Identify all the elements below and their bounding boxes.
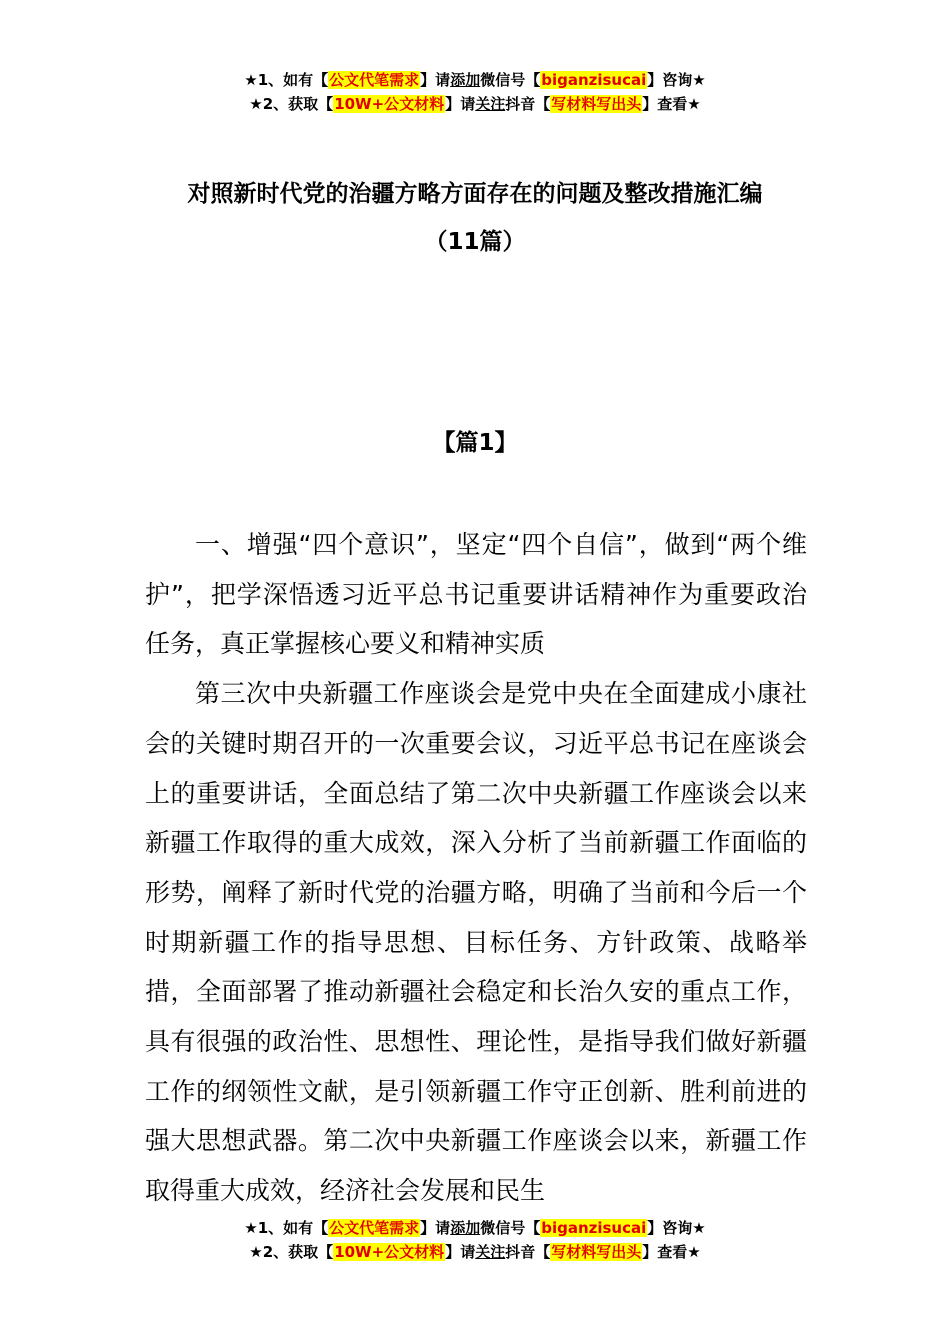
document-title — [0, 170, 950, 266]
banner-text: 抖音【 — [505, 95, 551, 113]
highlight-service: 公文代笔需求 — [329, 71, 420, 89]
banner-text: 】请 — [420, 1219, 451, 1237]
title-line-1: 对照新时代党的治疆方略方面存在的问题及整改措施汇编 — [187, 181, 763, 207]
footer-banner — [0, 1216, 950, 1264]
highlight-wechat-id: biganzisucai — [541, 1219, 647, 1237]
banner-text: 抖音【 — [505, 1243, 551, 1261]
banner-text: 】请 — [445, 95, 476, 113]
paragraph-heading: 一、增强“四个意识”，坚定“四个自信”，做到“两个维护”，把学深悟透习近平总书记重要讲话精神作为重要政治任务，真正掌握核心要义和精神实质 — [145, 530, 807, 659]
banner-underlined-text: 添加 — [450, 71, 481, 89]
banner-text: ★2、获取【 — [249, 95, 334, 113]
highlight-materials: 10W+公文材料 — [334, 95, 445, 113]
highlight-wechat-id: biganzisucai — [541, 71, 647, 89]
highlight-douyin-account: 写材料写出头 — [551, 95, 642, 113]
banner-text: 】查看★ — [642, 95, 701, 113]
banner-text: 】请 — [420, 71, 451, 89]
banner-underlined-text: 关注 — [475, 1243, 506, 1261]
banner-text: 】查看★ — [642, 1243, 701, 1261]
banner-text: 微信号【 — [480, 1219, 541, 1237]
banner-line-2 — [0, 92, 950, 116]
banner-text: 】咨询★ — [647, 71, 706, 89]
section-heading: 【篇1】 — [432, 430, 518, 456]
banner-text: 】请 — [445, 1243, 476, 1261]
paragraph: 第三次中央新疆工作座谈会是党中央在全面建成小康社会的关键时期召开的一次重要会议，习近平总书记在座谈会上的重要讲话，全面总结了第二次中央新疆工作座谈会以来新疆工作取得的重大成效，深入分析了当前新疆工作面临的形势，阐释了新时代党的治疆方略，明确了当前和今后一个时期新疆工作的指导思想、目标任务、方针政策、战略举措，全面部署了推动新疆社会稳定和长治久安的重点工作，具有很强的政治性、思想性、理论性，是指导我们做好新疆工作的纲领性文献，是引领新疆工作守正创新、胜利前进的强大思想武器。第二次中央新疆工作座谈会以来，新疆工作取得重大成效，经济社会发展和民生 — [145, 679, 807, 1206]
banner-text: 微信号【 — [480, 71, 541, 89]
banner-underlined-text: 关注 — [475, 95, 506, 113]
banner-line-2 — [0, 1240, 950, 1264]
banner-line-1 — [0, 68, 950, 92]
highlight-service: 公文代笔需求 — [329, 1219, 420, 1237]
highlight-materials: 10W+公文材料 — [334, 1243, 445, 1261]
header-banner — [0, 68, 950, 116]
banner-text: ★1、如有【 — [244, 1219, 329, 1237]
banner-text: 】咨询★ — [647, 1219, 706, 1237]
banner-line-1 — [0, 1216, 950, 1240]
banner-text: ★2、获取【 — [249, 1243, 334, 1261]
highlight-douyin-account: 写材料写出头 — [551, 1243, 642, 1261]
banner-underlined-text: 添加 — [450, 1219, 481, 1237]
title-line-2: （11篇） — [424, 229, 526, 255]
document-body — [145, 520, 807, 1216]
banner-text: ★1、如有【 — [244, 71, 329, 89]
